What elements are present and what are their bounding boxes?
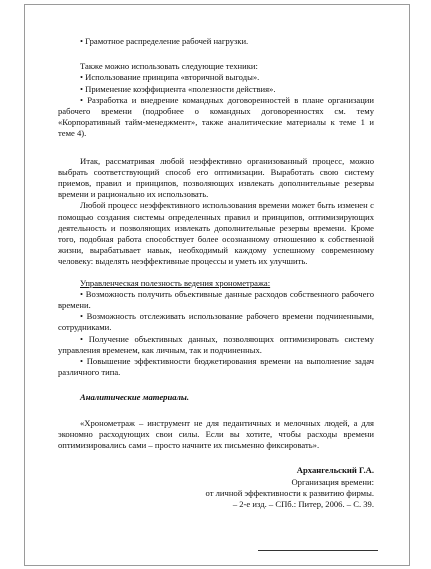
paragraph-process: Любой процесс неэффективного использования времени может быть изменен с помощью создания системы определенных правил и принципов, оптимизирующих деятельность и позволяющих извлекать дополнительные резервы времени. Кроме того, подобная работа способствует более осознанному отношению к собственной жизни, вырабатывает навык, необходимый каждому успешному современному человеку: выделять неэффективные процессы и уметь их улучшить. bbox=[58, 200, 374, 267]
signature-line: от личной эффективности к развитию фирмы. bbox=[205, 487, 374, 498]
document-content bbox=[58, 36, 374, 510]
signature-line: – 2-е изд. – СПб.: Питер, 2006. – С. 39. bbox=[232, 498, 374, 509]
utility-item: • Возможность отслеживать использование рабочего времени подчиненными, сотрудниками. bbox=[58, 311, 374, 333]
utility-heading: Управленческая полезность ведения хронометража: bbox=[80, 277, 271, 288]
analytics-heading: Аналитические материалы. bbox=[80, 392, 190, 403]
signature-rule bbox=[258, 550, 378, 551]
technique-item: • Применение коэффициента «полезности действия». bbox=[80, 83, 276, 94]
techniques-intro: Также можно использовать следующие техники: bbox=[80, 61, 258, 72]
signature-author: Архангельский Г.А. bbox=[296, 465, 374, 476]
technique-item: • Разработка и внедрение командных договоренностей в плане организации рабочего времени (подробнее о командных договоренностях см. тему «Корпоративный тайм-менеджмент», также аналитические материалы к теме 1 и теме 4). bbox=[58, 94, 374, 139]
technique-item: • Использование принципа «вторичной выгоды». bbox=[80, 72, 260, 83]
paragraph-summary: Итак, рассматривая любой неэффективно организованный процесс, можно выбрать соответствующий способ его оптимизации. Выработать свою систему приемов, правил и принципов, позволяющих извлекать дополнительные резервы времени и рационально их использовать. bbox=[58, 155, 374, 200]
utility-item: • Повышение эффективности бюджетирования времени на выполнение задач различного типа. bbox=[58, 356, 374, 378]
utility-item: • Получение объективных данных, позволяющих оптимизировать систему управления временем, как личным, так и подчиненных. bbox=[58, 333, 374, 355]
utility-item: • Возможность получить объективные данные расходов собственного рабочего времени. bbox=[58, 288, 374, 311]
bullet-workload: • Грамотное распределение рабочей нагрузки. bbox=[80, 36, 249, 46]
signature-line: Организация времени: bbox=[291, 476, 374, 487]
quote-paragraph: «Хронометраж – инструмент не для педантичных и мелочных людей, а для экономно расходующих свои силы. Если вы хотите, чтобы расходы времени оптимизировались сами – просто начните их письменно фиксировать». bbox=[58, 417, 374, 451]
